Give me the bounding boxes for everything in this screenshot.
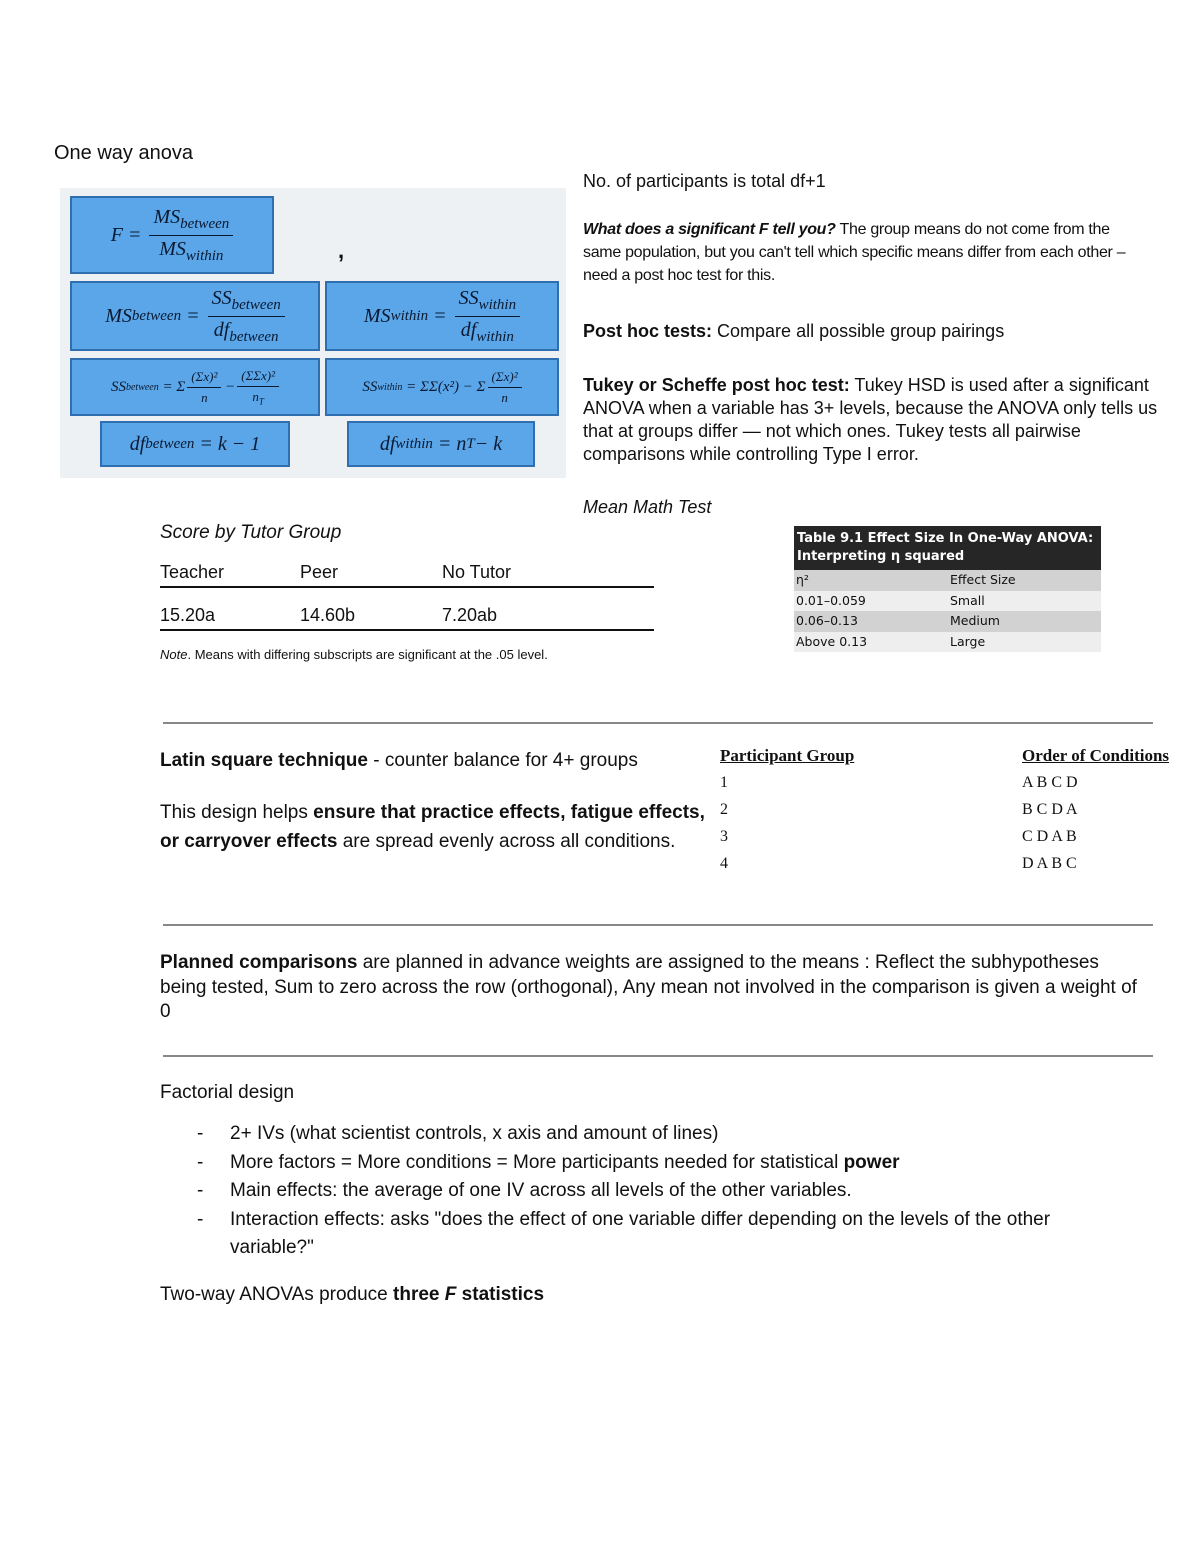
participant-group-1: 1: [720, 774, 728, 791]
latin-square-heading: Latin square technique - counter balance for 4+ groups: [160, 750, 638, 771]
participant-group-2: 2: [720, 801, 728, 818]
tutor-table-value-row: [160, 605, 654, 631]
order-row-4: D A B C: [1022, 855, 1077, 872]
tukey-paragraph: Tukey or Scheffe post hoc test: Tukey HSD is used after a significant ANOVA when a variable has 3+ levels, because the ANOVA only tells us that at groups differ — not which ones. Tukey tests all pairwise comparisons while controlling Type I error.: [583, 375, 1158, 464]
participant-group-3: 3: [720, 828, 728, 845]
divider: [163, 924, 1153, 926]
order-row-1: A B C D: [1022, 774, 1078, 791]
header-peer: Peer: [300, 562, 339, 582]
df-within-formula: df within = n T − k: [347, 421, 535, 467]
list-item: - Main effects: the average of one IV across all levels of the other variables.: [160, 1177, 1120, 1206]
divider: [163, 722, 1153, 724]
ms-between-formula: MS between = $\frac{SS_{between}}{df_{between}}$: [70, 281, 320, 351]
factorial-design-heading: Factorial design: [160, 1082, 295, 1103]
list-item: - Interaction effects: asks "does the effect of one variable differ depending on the levels of the other variable?": [160, 1206, 1120, 1263]
participants-note: No. of participants is total df+1: [583, 171, 826, 191]
tutor-table-header-row: [160, 562, 654, 588]
divider: [163, 1055, 1153, 1057]
two-way-anova-line: Two-way ANOVAs produce three F statistics: [160, 1284, 545, 1305]
participant-group-header: Participant Group: [720, 746, 855, 765]
list-item: - 2+ IVs (what scientist controls, x axis and amount of lines): [160, 1120, 1120, 1149]
latin-square-paragraph: This design helps ensure that practice effects, fatigue effects, or carryover effects are spread evenly across all conditions.: [160, 802, 705, 852]
value-no-tutor: 7.20ab: [442, 605, 498, 625]
header-teacher: Teacher: [160, 562, 225, 582]
effect-size-table-title: Table 9.1 Effect Size In One-Way ANOVA: Interpreting η squared: [794, 526, 1101, 570]
f-ratio-formula: F = $\frac{MS_{between}}{MS_{within}}$: [70, 196, 274, 274]
header-no-tutor: No Tutor: [442, 562, 512, 582]
significant-f-paragraph: What does a significant F tell you? The group means do not come from the same population, but you can't tell which specific means differ from each other – need a post hoc test for this.: [583, 221, 1126, 284]
planned-comparisons-paragraph: Planned comparisons are planned in advance weights are assigned to the means : Reflect the subhypotheses being tested, Sum to zero across the row (orthogonal), Any mean not involved in the comparison is given a weight of 0: [160, 952, 1137, 1022]
post-hoc-paragraph: Post hoc tests: Compare all possible group pairings: [583, 321, 1005, 341]
effect-size-row: Above 0.13 Large: [794, 632, 1101, 653]
ss-within-formula: SS within = ΣΣ(x²) − Σ $\frac{\text{(Σx)²}}{n}$: [325, 358, 559, 416]
page-title: One way anova: [54, 142, 193, 164]
tutor-table-note: Note. Means with differing subscripts are significant at the .05 level.: [160, 647, 548, 662]
factorial-bullet-list: [160, 1120, 1120, 1263]
participant-group-4: 4: [720, 855, 728, 872]
value-peer: 14.60b: [300, 605, 356, 625]
effect-size-header-row: η² Effect Size: [794, 570, 1101, 591]
value-teacher: 15.20a: [160, 605, 216, 625]
effect-size-row: 0.06–0.13 Medium: [794, 611, 1101, 632]
mean-math-test-caption: Mean Math Test: [583, 497, 712, 517]
df-between-formula: df between = k − 1: [100, 421, 290, 467]
effect-size-row: 0.01–0.059 Small: [794, 591, 1101, 612]
order-row-2: B C D A: [1022, 801, 1078, 818]
ss-between-formula: SS between = Σ $\frac{\text{(Σx)²}}{n}$ − $\frac{\text{(ΣΣx)²}}{n_T}$: [70, 358, 320, 416]
stray-mark: ,: [338, 238, 345, 263]
order-of-conditions-header: Order of Conditions: [1022, 746, 1170, 765]
order-row-3: C D A B: [1022, 828, 1077, 845]
anova-formula-image: [60, 188, 566, 478]
list-item: - More factors = More conditions = More participants needed for statistical power: [160, 1149, 1120, 1178]
tutor-table-title: Score by Tutor Group: [160, 522, 342, 543]
ms-within-formula: MS within = $\frac{SS_{within}}{df_{within}}$: [325, 281, 559, 351]
effect-size-table: [794, 526, 1101, 652]
